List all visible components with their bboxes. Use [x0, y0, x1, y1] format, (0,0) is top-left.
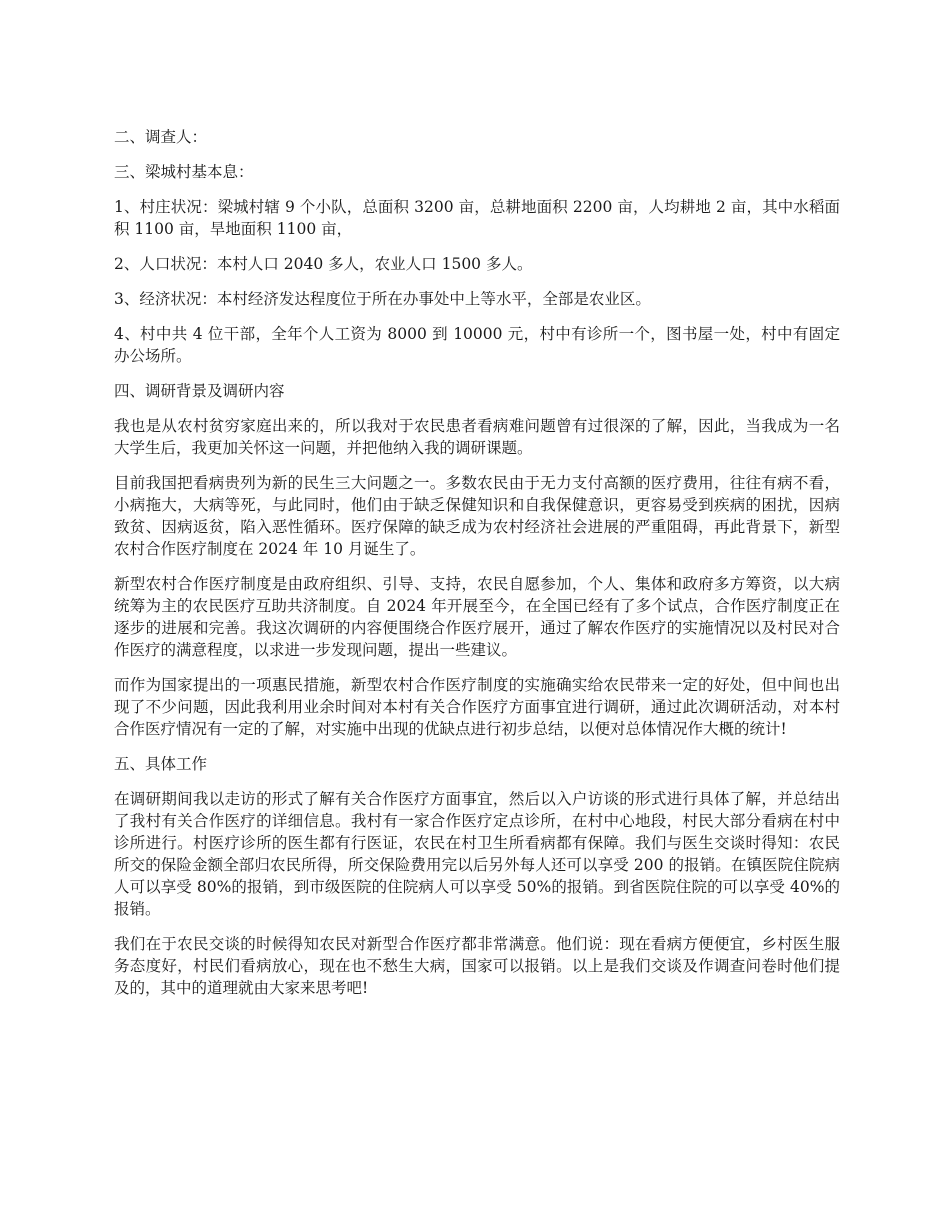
paragraph-cooperative-system: 新型农村合作医疗制度是由政府组织、引导、支持，农民自愿参加，个人、集体和政府多方筹资，以大病统筹为主的农民医疗互助共济制度。自 2024 年开展至今，在全国已经有了多个试点，合作医疗制度正在逐步的进展和完善。我这次调研的内容便围绕合作医疗展开，通过了解农作医疗的实施情况以及村民对合作医疗的满意程度，以求进一步发现问题，提出一些建议。	[114, 575, 840, 659]
section-heading-background: 四、调研背景及调研内容	[114, 382, 285, 400]
paragraph-research-purpose: 而作为国家提出的一项惠民措施，新型农村合作医疗制度的实施确实给农民带来一定的好处，但中间也出现了不少问题，因此我利用业余时间对本村有关合作医疗方面事宜进行调研，通过此次调研活动，对本村合作医疗情况有一定的了解，对实施中出现的优缺点进行初步总结，以便对总体情况作大概的统计!	[114, 676, 840, 738]
section-heading-specific-work: 五、具体工作	[114, 755, 208, 773]
paragraph-farmer-feedback: 我们在于农民交谈的时候得知农民对新型合作医疗都非常满意。他们说：现在看病方便便宜，乡村医生服务态度好，村民们看病放心，现在也不愁生大病，国家可以报销。以上是我们交谈及作调查问卷时他们提及的，其中的道理就由大家来思考吧!	[114, 935, 840, 997]
paragraph-national-issue: 目前我国把看病贵列为新的民生三大问题之一。多数农民由于无力支付高额的医疗费用，往往有病不看，小病拖大，大病等死，与此同时，他们由于缺乏保健知识和自我保健意识，更容易受到疾病的困扰，因病致贫、因病返贫，陷入恶性循环。医疗保障的缺乏成为农村经济社会进展的严重阻碍，再此背景下，新型农村合作医疗制度在 2024 年 10 月诞生了。	[114, 474, 840, 558]
paragraph-village-status: 1、村庄状况：梁城村辖 9 个小队，总面积 3200 亩，总耕地面积 2200 亩，人均耕地 2 亩，其中水稻面积 1100 亩，旱地面积 1100 亩，	[114, 198, 840, 238]
paragraph-population-status: 2、人口状况：本村人口 2040 多人，农业人口 1500 多人。	[114, 255, 533, 273]
paragraph-field-work: 在调研期间我以走访的形式了解有关合作医疗方面事宜，然后以入户访谈的形式进行具体了解，并总结出了我村有关合作医疗的详细信息。我村有一家合作医疗定点诊所，在村中心地段，村民大部分看病在村中诊所进行。村医疗诊所的医生都有行医证，农民在村卫生所看病都有保障。我们与医生交谈时得知：农民所交的保险金额全部归农民所得，所交保险费用完以后另外每人还可以享受 200 的报销。在镇医院住院病人可以享受 80%的报销，到市级医院的住院病人可以享受 50%的报销。到省医院住院的可以享受 40%的报销。	[114, 790, 840, 918]
section-heading-investigator: 二、调查人：	[114, 128, 208, 146]
paragraph-personal-background: 我也是从农村贫穷家庭出来的，所以我对于农民患者看病难问题曾有过很深的了解，因此，当我成为一名大学生后，我更加关怀这一问题，并把他纳入我的调研课题。	[114, 417, 840, 457]
document-page	[114, 126, 840, 1012]
section-heading-village-info: 三、梁城村基本息：	[114, 163, 254, 181]
paragraph-village-cadres: 4、村中共 4 位干部，全年个人工资为 8000 到 10000 元，村中有诊所一个，图书屋一处，村中有固定办公场所。	[114, 325, 840, 365]
paragraph-economic-status: 3、经济状况：本村经济发达程度位于所在办事处中上等水平，全部是农业区。	[114, 290, 651, 308]
